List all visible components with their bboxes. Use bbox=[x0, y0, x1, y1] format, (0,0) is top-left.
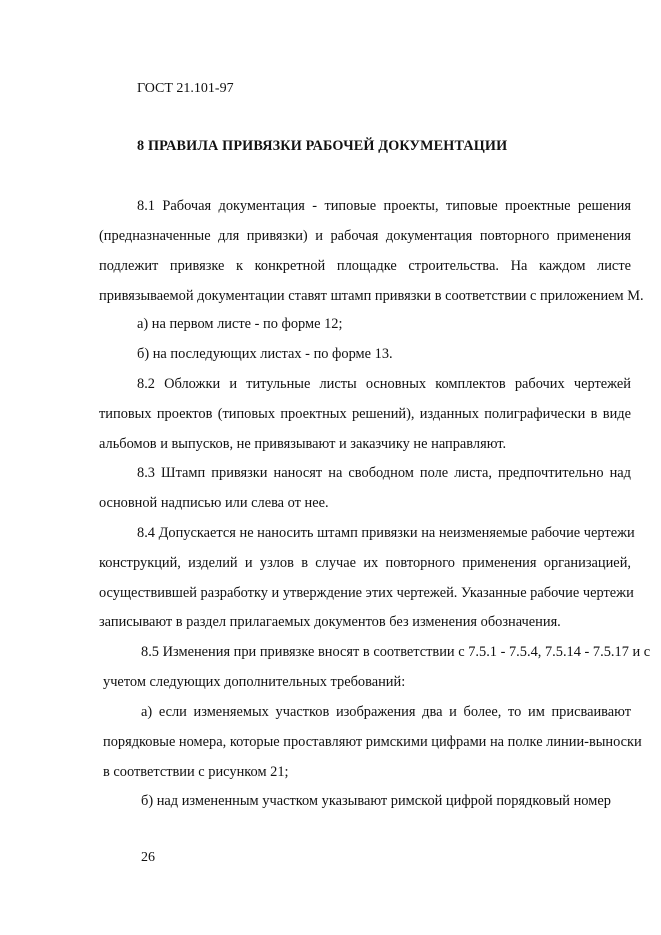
paragraph-line: основной надписью или слева от нее. bbox=[99, 495, 329, 511]
paragraph-line: записывают в раздел прилагаемых документов без изменения обозначения. bbox=[99, 614, 561, 630]
paragraph-line: 8.2 Обложки и титульные листы основных комплектов рабочих чертежей bbox=[137, 376, 631, 392]
list-item: б) над измененным участком указывают римской цифрой порядковый номер bbox=[141, 793, 611, 809]
section-title: 8 ПРАВИЛА ПРИВЯЗКИ РАБОЧЕЙ ДОКУМЕНТАЦИИ bbox=[137, 138, 508, 154]
paragraph-line: подлежит привязке к конкретной площадке строительства. На каждом листе bbox=[99, 258, 631, 274]
paragraph-line: учетом следующих дополнительных требований: bbox=[103, 674, 406, 690]
paragraph-line: альбомов и выпусков, не привязывают и заказчику не направляют. bbox=[99, 436, 507, 452]
list-item: а) если изменяемых участков изображения два и более, то им присваивают bbox=[141, 704, 631, 720]
paragraph-line: типовых проектов (типовых проектных решений), изданных полиграфически в виде bbox=[99, 406, 631, 422]
paragraph-line: конструкций, изделий и узлов в случае их повторного применения организацией, bbox=[99, 555, 631, 571]
paragraph-line: 8.3 Штамп привязки наносят на свободном поле листа, предпочтительно над bbox=[137, 465, 631, 481]
paragraph-line: привязываемой документации ставят штамп привязки в соответствии с приложением М. bbox=[99, 288, 644, 304]
list-item: а) на первом листе - по форме 12; bbox=[137, 316, 343, 332]
paragraph-line: в соответствии с рисунком 21; bbox=[103, 764, 289, 780]
paragraph-line: порядковые номера, которые проставляют римскими цифрами на полке линии-выноски bbox=[103, 734, 642, 750]
paragraph-line: 8.4 Допускается не наносить штамп привязки на неизменяемые рабочие чертежи bbox=[137, 525, 635, 541]
paragraph-line: 8.5 Изменения при привязке вносят в соответствии с 7.5.1 - 7.5.4, 7.5.14 - 7.5.17 и с bbox=[141, 644, 651, 660]
paragraph-line: осуществившей разработку и утверждение этих чертежей. Указанные рабочие чертежи bbox=[99, 585, 634, 601]
document-header: ГОСТ 21.101-97 bbox=[137, 81, 234, 96]
list-item: б) на последующих листах - по форме 13. bbox=[137, 346, 393, 362]
paragraph-line: (предназначенные для привязки) и рабочая документация повторного применения bbox=[99, 228, 631, 244]
paragraph-line: 8.1 Рабочая документация - типовые проекты, типовые проектные решения bbox=[137, 198, 631, 214]
page-number: 26 bbox=[141, 850, 155, 865]
